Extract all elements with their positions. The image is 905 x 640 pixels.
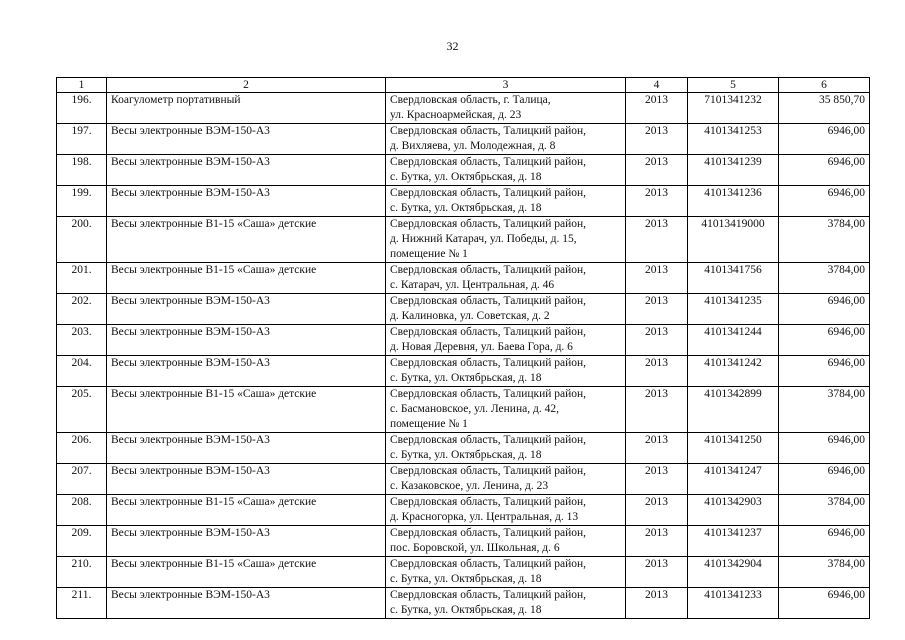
table-row xyxy=(57,588,870,619)
table-row xyxy=(57,124,870,155)
item-cost: 6946,00 xyxy=(779,464,870,495)
address-line: Свердловская область, Талицкий район, xyxy=(390,295,587,307)
item-name: Весы электронные ВЭМ-150-А3 xyxy=(107,356,386,387)
table-row xyxy=(57,93,870,124)
address-line: с. Бутка, ул. Октябрьская, д. 18 xyxy=(390,202,542,214)
item-name: Весы электронные ВЭМ-150-А3 xyxy=(107,186,386,217)
column-header: 2 xyxy=(107,78,386,93)
address-line: Свердловская область, Талицкий район, xyxy=(390,187,587,199)
row-number: 201. xyxy=(57,263,107,294)
column-header: 6 xyxy=(779,78,870,93)
table-row xyxy=(57,217,870,263)
address-line: Свердловская область, Талицкий район, xyxy=(390,558,587,570)
item-address xyxy=(386,433,626,464)
row-number: 205. xyxy=(57,387,107,433)
item-year: 2013 xyxy=(626,186,688,217)
inventory-number: 4101342899 xyxy=(688,387,779,433)
item-year: 2013 xyxy=(626,495,688,526)
column-header: 4 xyxy=(626,78,688,93)
item-name: Весы электронные В1-15 «Саша» детские xyxy=(107,217,386,263)
item-year: 2013 xyxy=(626,464,688,495)
item-cost: 3784,00 xyxy=(779,217,870,263)
item-name: Весы электронные ВЭМ-150-А3 xyxy=(107,526,386,557)
inventory-number: 7101341232 xyxy=(688,93,779,124)
table-row xyxy=(57,464,870,495)
item-name: Коагулометр портативный xyxy=(107,93,386,124)
item-name: Весы электронные ВЭМ-150-А3 xyxy=(107,464,386,495)
item-address xyxy=(386,263,626,294)
table-body xyxy=(57,93,870,619)
address-line: д. Калиновка, ул. Советская, д. 2 xyxy=(390,310,550,322)
address-line: Свердловская область, г. Талица, xyxy=(390,94,551,106)
column-header: 5 xyxy=(688,78,779,93)
item-cost: 3784,00 xyxy=(779,387,870,433)
row-number: 208. xyxy=(57,495,107,526)
table-row xyxy=(57,294,870,325)
inventory-number: 4101341236 xyxy=(688,186,779,217)
row-number: 203. xyxy=(57,325,107,356)
row-number: 211. xyxy=(57,588,107,619)
row-number: 209. xyxy=(57,526,107,557)
row-number: 197. xyxy=(57,124,107,155)
item-cost: 6946,00 xyxy=(779,588,870,619)
address-line: д. Вихляева, ул. Молодежная, д. 8 xyxy=(390,140,556,152)
item-name: Весы электронные В1-15 «Саша» детские xyxy=(107,387,386,433)
address-line: с. Бутка, ул. Октябрьская, д. 18 xyxy=(390,604,542,616)
item-year: 2013 xyxy=(626,155,688,186)
address-line: д. Новая Деревня, ул. Баева Гора, д. 6 xyxy=(390,341,573,353)
address-line: д. Нижний Катарач, ул. Победы, д. 15, xyxy=(390,233,577,245)
address-line: с. Бутка, ул. Октябрьская, д. 18 xyxy=(390,372,542,384)
row-number: 198. xyxy=(57,155,107,186)
item-name: Весы электронные В1-15 «Саша» детские xyxy=(107,263,386,294)
item-address xyxy=(386,325,626,356)
address-line: пос. Боровской, ул. Школьная, д. 6 xyxy=(390,542,560,554)
inventory-number: 4101341244 xyxy=(688,325,779,356)
address-line: Свердловская область, Талицкий район, xyxy=(390,465,587,477)
item-year: 2013 xyxy=(626,294,688,325)
item-year: 2013 xyxy=(626,263,688,294)
item-address xyxy=(386,495,626,526)
row-number: 196. xyxy=(57,93,107,124)
inventory-number: 4101341233 xyxy=(688,588,779,619)
row-number: 207. xyxy=(57,464,107,495)
table-row xyxy=(57,186,870,217)
item-year: 2013 xyxy=(626,588,688,619)
address-line: помещение № 1 xyxy=(390,248,468,260)
item-year: 2013 xyxy=(626,356,688,387)
item-address xyxy=(386,155,626,186)
address-line: с. Бутка, ул. Октябрьская, д. 18 xyxy=(390,573,542,585)
table-row xyxy=(57,155,870,186)
item-name: Весы электронные ВЭМ-150-А3 xyxy=(107,294,386,325)
inventory-number: 41013419000 xyxy=(688,217,779,263)
inventory-number: 4101341242 xyxy=(688,356,779,387)
item-name: Весы электронные ВЭМ-150-А3 xyxy=(107,155,386,186)
address-line: Свердловская область, Талицкий район, xyxy=(390,125,587,137)
column-header: 1 xyxy=(57,78,107,93)
item-address xyxy=(386,557,626,588)
item-name: Весы электронные ВЭМ-150-А3 xyxy=(107,124,386,155)
row-number: 204. xyxy=(57,356,107,387)
item-name: Весы электронные ВЭМ-150-А3 xyxy=(107,588,386,619)
inventory-number: 4101341237 xyxy=(688,526,779,557)
item-name: Весы электронные В1-15 «Саша» детские xyxy=(107,495,386,526)
item-address xyxy=(386,217,626,263)
item-address xyxy=(386,356,626,387)
row-number: 206. xyxy=(57,433,107,464)
item-year: 2013 xyxy=(626,557,688,588)
item-address xyxy=(386,294,626,325)
item-cost: 6946,00 xyxy=(779,325,870,356)
row-number: 210. xyxy=(57,557,107,588)
inventory-number: 4101341247 xyxy=(688,464,779,495)
item-cost: 6946,00 xyxy=(779,155,870,186)
item-name: Весы электронные В1-15 «Саша» детские xyxy=(107,557,386,588)
table-row xyxy=(57,387,870,433)
item-address xyxy=(386,526,626,557)
item-cost: 6946,00 xyxy=(779,124,870,155)
address-line: Свердловская область, Талицкий район, xyxy=(390,326,587,338)
address-line: Свердловская область, Талицкий район, xyxy=(390,589,587,601)
address-line: Свердловская область, Талицкий район, xyxy=(390,218,587,230)
address-line: с. Казаковское, ул. Ленина, д. 23 xyxy=(390,480,549,492)
item-year: 2013 xyxy=(626,526,688,557)
item-cost: 35 850,70 xyxy=(779,93,870,124)
table-row xyxy=(57,356,870,387)
inventory-number: 4101341756 xyxy=(688,263,779,294)
table-row xyxy=(57,325,870,356)
row-number: 199. xyxy=(57,186,107,217)
item-cost: 6946,00 xyxy=(779,186,870,217)
address-line: Свердловская область, Талицкий район, xyxy=(390,434,587,446)
item-year: 2013 xyxy=(626,124,688,155)
address-line: ул. Красноармейская, д. 23 xyxy=(390,109,522,121)
address-line: Свердловская область, Талицкий район, xyxy=(390,388,587,400)
inventory-number: 4101341250 xyxy=(688,433,779,464)
address-line: Свердловская область, Талицкий район, xyxy=(390,496,587,508)
inventory-number: 4101341235 xyxy=(688,294,779,325)
address-line: с. Катарач, ул. Центральная, д. 46 xyxy=(390,279,555,291)
address-line: Свердловская область, Талицкий район, xyxy=(390,264,587,276)
item-address xyxy=(386,387,626,433)
table-row xyxy=(57,526,870,557)
address-line: помещение № 1 xyxy=(390,418,468,430)
item-year: 2013 xyxy=(626,93,688,124)
item-year: 2013 xyxy=(626,325,688,356)
item-cost: 6946,00 xyxy=(779,356,870,387)
table-row xyxy=(57,557,870,588)
item-cost: 3784,00 xyxy=(779,495,870,526)
address-line: Свердловская область, Талицкий район, xyxy=(390,357,587,369)
page-number: 32 xyxy=(446,39,459,53)
address-line: Свердловская область, Талицкий район, xyxy=(390,156,587,168)
item-year: 2013 xyxy=(626,387,688,433)
item-address xyxy=(386,124,626,155)
item-cost: 3784,00 xyxy=(779,263,870,294)
item-address xyxy=(386,588,626,619)
inventory-number: 4101342904 xyxy=(688,557,779,588)
item-year: 2013 xyxy=(626,217,688,263)
inventory-number: 4101342903 xyxy=(688,495,779,526)
inventory-number: 4101341253 xyxy=(688,124,779,155)
inventory-number: 4101341239 xyxy=(688,155,779,186)
address-line: с. Бутка, ул. Октябрьская, д. 18 xyxy=(390,449,542,461)
item-cost: 6946,00 xyxy=(779,433,870,464)
item-cost: 6946,00 xyxy=(779,294,870,325)
address-line: с. Басмановское, ул. Ленина, д. 42, xyxy=(390,403,559,415)
item-cost: 6946,00 xyxy=(779,526,870,557)
item-cost: 3784,00 xyxy=(779,557,870,588)
row-number: 200. xyxy=(57,217,107,263)
row-number: 202. xyxy=(57,294,107,325)
item-year: 2013 xyxy=(626,433,688,464)
item-address xyxy=(386,464,626,495)
column-header: 3 xyxy=(386,78,626,93)
inventory-table xyxy=(56,77,870,619)
item-address xyxy=(386,93,626,124)
table-row xyxy=(57,495,870,526)
address-line: с. Бутка, ул. Октябрьская, д. 18 xyxy=(390,171,542,183)
table-row xyxy=(57,433,870,464)
address-line: д. Красногорка, ул. Центральная, д. 13 xyxy=(390,511,579,523)
item-name: Весы электронные ВЭМ-150-А3 xyxy=(107,433,386,464)
table-row xyxy=(57,263,870,294)
address-line: Свердловская область, Талицкий район, xyxy=(390,527,587,539)
item-name: Весы электронные ВЭМ-150-А3 xyxy=(107,325,386,356)
column-number-row xyxy=(57,78,870,93)
item-address xyxy=(386,186,626,217)
